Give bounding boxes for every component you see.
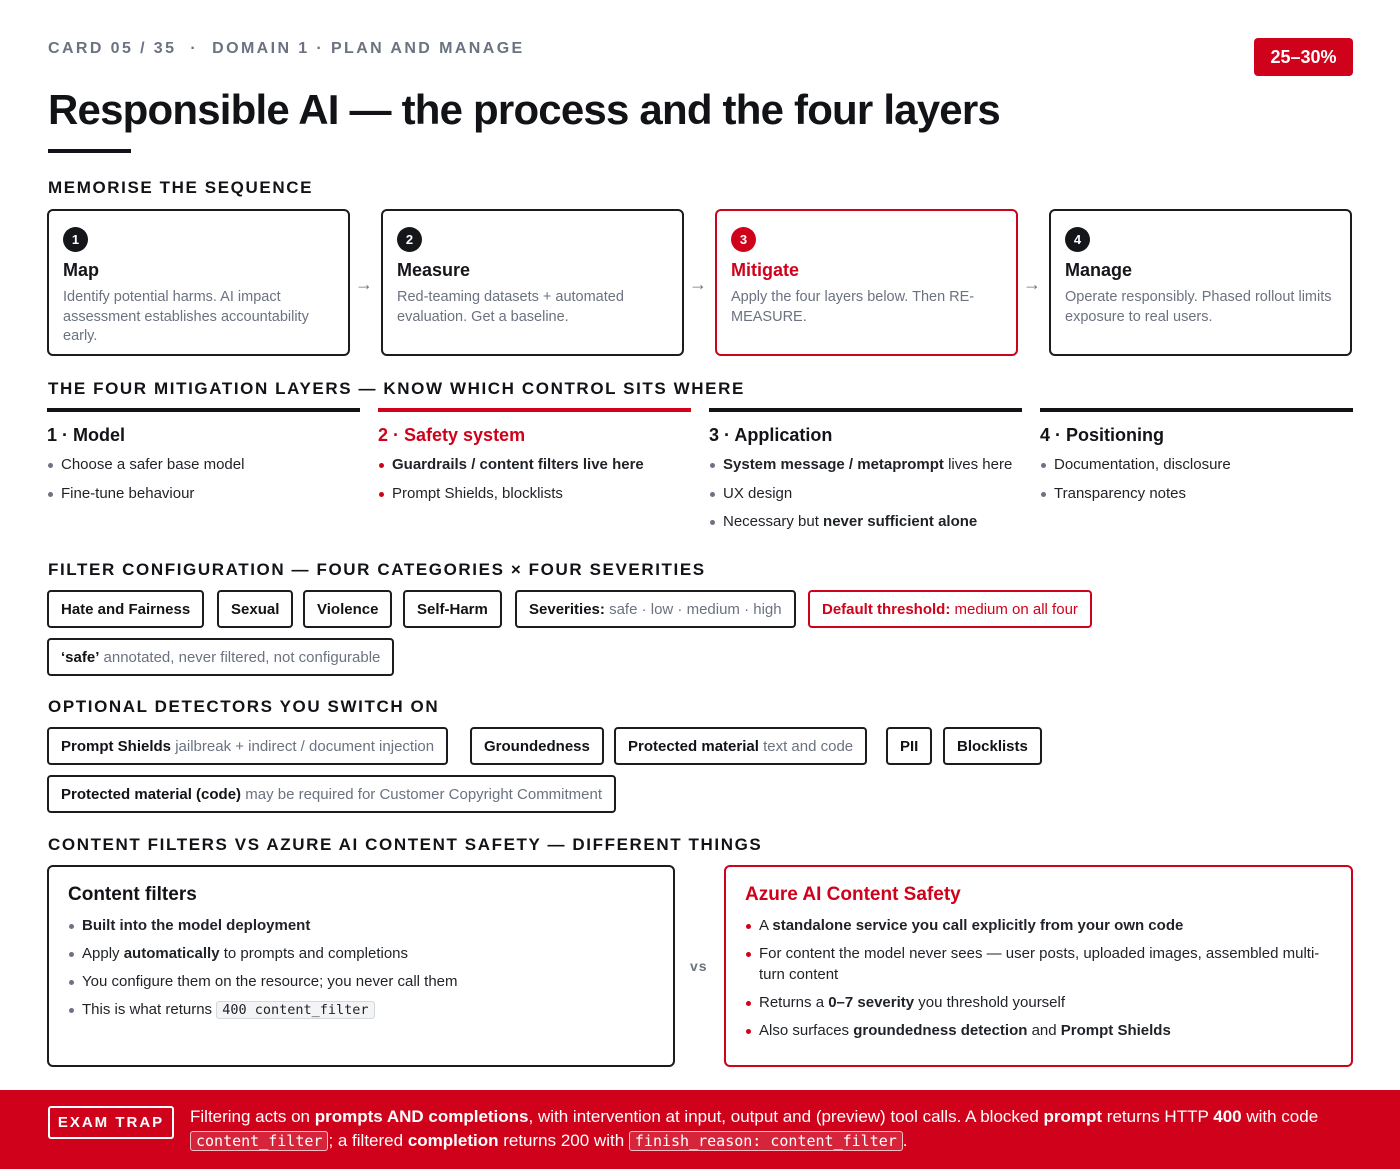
bullet-emphasis: System message / metaprompt (723, 456, 944, 473)
domain-label: DOMAIN 1 · PLAN AND MANAGE (212, 40, 525, 57)
category-chip-sexual: Sexual (217, 590, 293, 628)
content-safety-card (724, 865, 1353, 1067)
detectors-heading: OPTIONAL DETECTORS YOU SWITCH ON (48, 697, 440, 716)
step-map (47, 209, 350, 356)
layer-rule (47, 408, 360, 412)
step-mitigate (715, 209, 1018, 356)
card-number: CARD 05 / 35 (48, 40, 177, 57)
step-number: 3 (731, 227, 756, 252)
versus-label: vs (690, 958, 708, 974)
exam-trap-label: EXAM TRAP (48, 1106, 174, 1139)
card-title: Content filters (68, 884, 197, 905)
layer-positioning (1040, 408, 1353, 512)
layer-model (47, 408, 360, 512)
layer-bullet (709, 512, 1022, 541)
severities-chip: Severities: safe · low · medium · high (515, 590, 796, 628)
arrow-right-icon: → (355, 274, 373, 294)
card-bullet: Also surfaces groundedness detection and Prompt Shields (745, 1020, 1332, 1041)
layer-bullet: Transparency notes (1040, 484, 1353, 513)
category-chip-hate: Hate and Fairness (47, 590, 204, 628)
step-name: Mitigate (731, 260, 800, 280)
bullet-emphasis: never sufficient alone (823, 513, 978, 530)
step-description: Red-teaming datasets + automated evaluation. Get a baseline. (397, 289, 624, 325)
page-title: Responsible AI — the process and the four layers (48, 86, 1000, 133)
card-bullet: Built into the model deployment (68, 915, 654, 936)
detector-groundedness: Groundedness (470, 727, 604, 765)
arrow-right-icon: → (1023, 274, 1041, 294)
step-measure (381, 209, 684, 356)
layer-safety-system (378, 408, 691, 512)
safe-note-chip: ‘safe’ annotated, never filtered, not configurable (47, 638, 394, 676)
card-header (48, 40, 525, 58)
layer-rule (378, 408, 691, 412)
step-name: Map (63, 260, 99, 280)
card-title: Azure AI Content Safety (745, 884, 961, 905)
detector-blocklists: Blocklists (943, 727, 1042, 765)
detector-pii: PII (886, 727, 932, 765)
exam-trap-banner (0, 1090, 1400, 1169)
layer-bullet: Guardrails / content filters live here (378, 455, 691, 484)
bullet-text: lives here (943, 456, 1013, 473)
arrow-right-icon: → (689, 274, 707, 294)
layer-rule (709, 408, 1022, 412)
step-description: Apply the four layers below. Then RE-MEASURE. (731, 289, 975, 325)
exam-trap-text: Filtering acts on prompts AND completions, with intervention at input, output and (preview) tool calls. A blocked prompt returns HTTP 400 with code content_filter ; a filtered completion returns 200 with finish_reason: content_filter . (190, 1107, 1319, 1150)
detector-protected-code: Protected material (code) may be required for Customer Copyright Commitment (47, 775, 616, 813)
step-number: 1 (63, 227, 88, 252)
card-bullet: Returns a 0–7 severity you threshold yourself (745, 992, 1332, 1013)
title-underline (48, 149, 131, 153)
step-number: 4 (1065, 227, 1090, 252)
step-name: Measure (397, 260, 471, 280)
step-description: Operate responsibly. Phased rollout limits exposure to real users. (1065, 289, 1332, 325)
category-chip-violence: Violence (303, 590, 392, 628)
code-snippet: content_filter (190, 1131, 328, 1151)
compare-heading: CONTENT FILTERS VS AZURE AI CONTENT SAFETY — DIFFERENT THINGS (48, 835, 763, 854)
layer-bullet: Fine-tune behaviour (47, 484, 360, 513)
layer-rule (1040, 408, 1353, 412)
layer-bullet: Choose a safer base model (47, 455, 360, 484)
header-separator: · (190, 40, 199, 57)
card-bullet: Apply automatically to prompts and completions (68, 943, 654, 964)
category-chip-self-harm: Self-Harm (403, 590, 502, 628)
card-bullet: For content the model never sees — user posts, uploaded images, assembled multi-turn content (745, 943, 1332, 985)
code-snippet: 400 content_filter (216, 1001, 374, 1019)
filters-heading: FILTER CONFIGURATION — FOUR CATEGORIES × FOUR SEVERITIES (48, 560, 706, 579)
step-number: 2 (397, 227, 422, 252)
card-bullet: You configure them on the resource; you never call them (68, 971, 654, 992)
layer-name: 2 · Safety system (378, 425, 526, 445)
layer-bullet (709, 455, 1022, 484)
weight-badge: 25–30% (1254, 38, 1353, 76)
layers-heading: THE FOUR MITIGATION LAYERS — KNOW WHICH CONTROL SITS WHERE (48, 379, 745, 398)
code-snippet: finish_reason: content_filter (629, 1131, 903, 1151)
default-threshold-chip: Default threshold: medium on all four (808, 590, 1092, 628)
layer-name: 3 · Application (709, 425, 833, 445)
card-bullet: A standalone service you call explicitly from your own code (745, 915, 1332, 936)
content-filters-card (47, 865, 675, 1067)
detector-protected-material: Protected material text and code (614, 727, 867, 765)
layer-application (709, 408, 1022, 541)
layer-bullet: UX design (709, 484, 1022, 513)
layer-name: 1 · Model (47, 425, 126, 445)
layer-bullet: Documentation, disclosure (1040, 455, 1353, 484)
bullet-text: Necessary but (723, 513, 824, 530)
step-manage (1049, 209, 1352, 356)
detector-prompt-shields: Prompt Shields jailbreak + indirect / document injection (47, 727, 448, 765)
sequence-heading: MEMORISE THE SEQUENCE (48, 178, 314, 197)
layer-name: 4 · Positioning (1040, 425, 1164, 445)
card-bullet: This is what returns 400 content_filter (68, 999, 654, 1021)
step-description: Identify potential harms. AI impact assessment establishes accountability early. (63, 289, 309, 344)
layer-bullet: Prompt Shields, blocklists (378, 484, 691, 513)
step-name: Manage (1065, 260, 1133, 280)
